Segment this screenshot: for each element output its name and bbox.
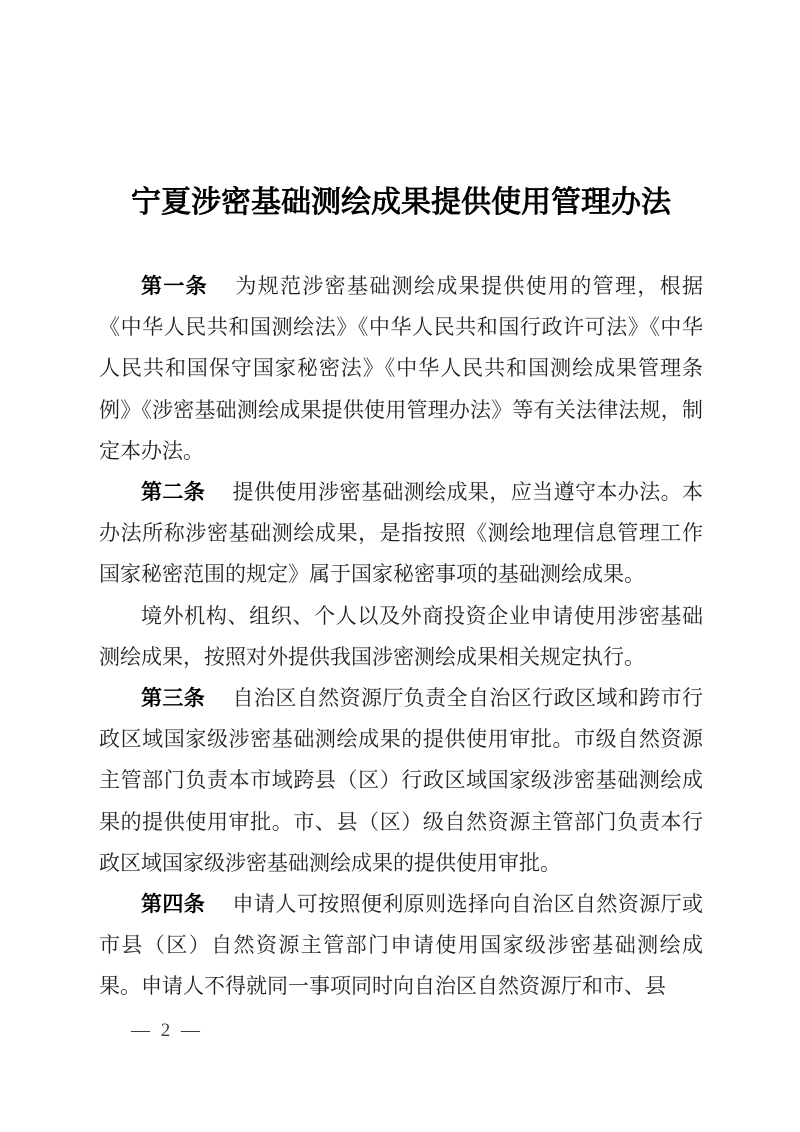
article-number: 第二条 (141, 480, 206, 505)
page-number: — 2 — (131, 1020, 203, 1041)
document-body (99, 266, 703, 1008)
paragraph-article-2 (99, 472, 703, 596)
article-number: 第三条 (141, 686, 206, 711)
article-number: 第一条 (141, 274, 209, 298)
paragraph-article-1 (99, 266, 703, 472)
paragraph-article-2-continued (99, 596, 703, 678)
paragraph-text: 境外机构、组织、个人以及外商投资企业申请使用涉密基础测绘成果，按照对外提供我国涉密测绘成果相关规定执行。 (99, 603, 703, 669)
paragraph-text: 自治区自然资源厅负责全自治区行政区域和跨市行政区域国家级涉密基础测绘成果的提供使用审批。市级自然资源主管部门负责本市域跨县（区）行政区域国家级涉密基础测绘成果的提供使用审批。市、县（区）级自然资源主管部门负责本行政区域国家级涉密基础测绘成果的提供使用审批。 (99, 686, 704, 875)
document-title: 宁夏涉密基础测绘成果提供使用管理办法 (131, 186, 671, 219)
paragraph-article-4 (99, 884, 703, 1008)
paragraph-article-3 (99, 678, 703, 884)
paragraph-text: 申请人可按照便利原则选择向自治区自然资源厅或市县（区）自然资源主管部门申请使用国家级涉密基础测绘成果。申请人不得就同一事项同时向自治区自然资源厅和市、县 (99, 892, 704, 999)
paragraph-text: 为规范涉密基础测绘成果提供使用的管理，根据《中华人民共和国测绘法》《中华人民共和国行政许可法》《中华人民共和国保守国家秘密法》《中华人民共和国测绘成果管理条例》《涉密基础测绘成果提供使用管理办法》等有关法律法规，制定本办法。 (99, 274, 704, 463)
article-number: 第四条 (141, 892, 206, 917)
paragraph-text: 提供使用涉密基础测绘成果，应当遵守本办法。本办法所称涉密基础测绘成果，是指按照《测绘地理信息管理工作国家秘密范围的规定》属于国家秘密事项的基础测绘成果。 (99, 480, 704, 587)
document-content (99, 0, 703, 1008)
